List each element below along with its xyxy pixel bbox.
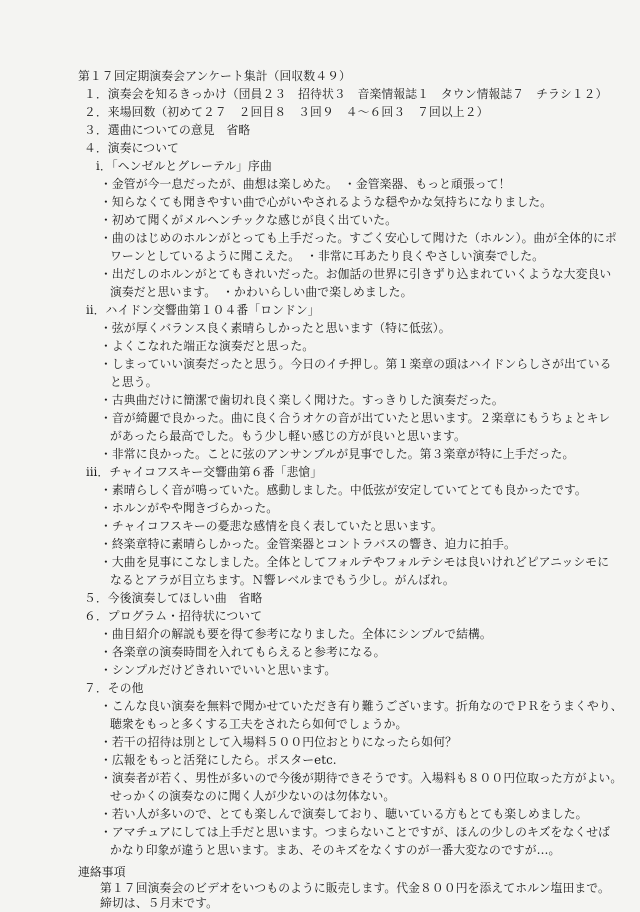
comment-line: と思う。 <box>110 375 158 389</box>
notice-line: 第１７回演奏会のビデオをいつものように販売します。代金８００円を添えてホルン塩田まで。 <box>100 881 610 895</box>
comment-line: なるとアラが目立ちます。Ｎ響レベルまでもう少し。がんばれ。 <box>110 573 455 587</box>
section-5-requests: ５．今後演奏してほしい曲 省略 <box>84 591 263 605</box>
comment-line: ・シンプルだけどきれいでいいと思います。 <box>100 663 337 677</box>
comment-line: ・音が綺麗で良かった。曲に良く合うオケの音が出ていたと思います。２楽章にもうちょとキレ <box>100 411 611 425</box>
comment-line: ・演奏者が若く、男性が多いので今後が期待できそうです。入場料も８００円位取った方がよい。 <box>100 771 623 785</box>
comment-line: 聴衆をもっと多くする工夫をされたら如何でしょうか。 <box>110 717 408 731</box>
comment-line: ・曲のはじめのホルンがとっても上手だった。すごく安心して聞けた（ホルン）。曲が全体的にポ <box>100 231 617 245</box>
section-1-discovery: １．演奏会を知るきっかけ（団員２３ 招待状３ 音楽情報誌１ タウン情報誌７ チラシ１２） <box>84 87 608 101</box>
comment-line: ・初めて聞くがメルヘンチックな感じが良く出ていた。 <box>100 213 398 227</box>
piece-2-heading: ⅱ．ハイドン交響曲第１０４番「ロンドン」 <box>86 303 320 317</box>
comment-line: ・出だしのホルンがとてもきれいだった。お伽話の世界に引きずり込まれていくような大変良い <box>100 267 612 281</box>
comment-line: ・こんな良い演奏を無料で聞かせていただき有り難うございます。折角なのでＰＲをうまくやり、 <box>100 699 623 713</box>
comment-line: ・弦が厚くバランス良く素晴らしかったと思います（特に低弦）。 <box>100 321 451 335</box>
comment-line: かなり印象が違うと思います。まあ、そのキズをなくすのが一番大変なのですが…。 <box>110 843 561 857</box>
piece-3-heading: ⅲ．チャイコフスキー交響曲第６番「悲愴」 <box>86 465 323 479</box>
notice-line: 締切は、５月末です。 <box>100 896 219 910</box>
document-title: 第１７回定期演奏会アンケート集計（回収数４９） <box>78 69 351 83</box>
comment-line: ・チャイコフスキーの憂悲な感情を良く表していたと思います。 <box>100 519 443 533</box>
comment-line: ・知らなくても聞きやすい曲で心がいやされるような穏やかな気持ちになりました。 <box>100 195 553 209</box>
comment-line: ・大曲を見事にこなしました。全体としてフォルテやフォルテシモは良いけれどピアニッシモに <box>100 555 610 569</box>
comment-line: ・しまっていい演奏だったと思う。今日のイチ押し。第１楽章の頭はハイドンらしさが出ている <box>100 357 612 371</box>
section-3-program-choice: ３．選曲についての意見 省略 <box>84 123 251 137</box>
section-6-heading: ６．プログラム・招待状について <box>84 609 263 623</box>
comment-line: ・ホルンがやや聞きづらかった。 <box>100 501 279 515</box>
comment-line: ・古典曲だけに簡潔で歯切れ良く楽しく聞けた。すっきりした演奏だった。 <box>100 393 504 407</box>
comment-line: ・若い人が多いので、とても楽しんで演奏しており、聴いている方もとても楽しめました。 <box>100 807 588 821</box>
comment-line: ・アマチュアにしては上手だと思います。つまらないことですが、ほんの少しのキズをなくせば <box>100 825 611 839</box>
section-2-visits: ２．来場回数（初めて２７ ２回目８ ３回９ ４～６回３ ７回以上２） <box>84 105 489 119</box>
comment-line: があったら最高でした。もう少し軽い感じの方が良いと思います。 <box>110 429 466 443</box>
comment-line: ・素晴らしく音が鳴っていた。感動しました。中低弦が安定していてとても良かったです。 <box>100 483 587 497</box>
comment-line: ワーンとしているように聞こえた。 ・非常に耳あたり良くやさしい演奏でした。 <box>110 249 545 263</box>
comment-line: ・よくこなれた端正な演奏だと思った。 <box>100 339 315 353</box>
section-7-heading: ７．その他 <box>84 681 144 695</box>
section-4-heading: ４．演奏について <box>84 141 179 155</box>
comment-line: ・若干の招待は別として入場料５００円位おとりになったら如何？ <box>100 735 457 749</box>
comment-line: ・曲目紹介の解説も要を得て参考になりました。全体にシンプルで結構。 <box>100 627 492 641</box>
comment-line: ・金管が今一息だったが、曲想は楽しめた。 ・金管楽器、もっと頑張って！ <box>100 177 511 191</box>
notice-heading: 連絡事項 <box>78 865 126 879</box>
piece-1-heading: ⅰ．「ヘンゼルとグレーテル」序曲 <box>96 159 272 173</box>
comment-line: 演奏だと思います。 ・かわいらしい曲で楽しめました。 <box>110 285 413 299</box>
comment-line: ・非常に良かった。ことに弦のアンサンブルが見事でした。第３楽章が特に上手だった。 <box>100 447 575 461</box>
comment-line: ・各楽章の演奏時間を入れてもらえると参考になる。 <box>100 645 386 659</box>
comment-line: せっかくの演奏なのに聞く人が少ないのは勿体ない。 <box>110 789 396 803</box>
comment-line: ・終楽章特に素晴らしかった。金管楽器とコントラバスの響き、迫力に拍手。 <box>100 537 516 551</box>
comment-line: ・広報をもっと活発にしたら。ポスターetc. <box>100 753 337 767</box>
